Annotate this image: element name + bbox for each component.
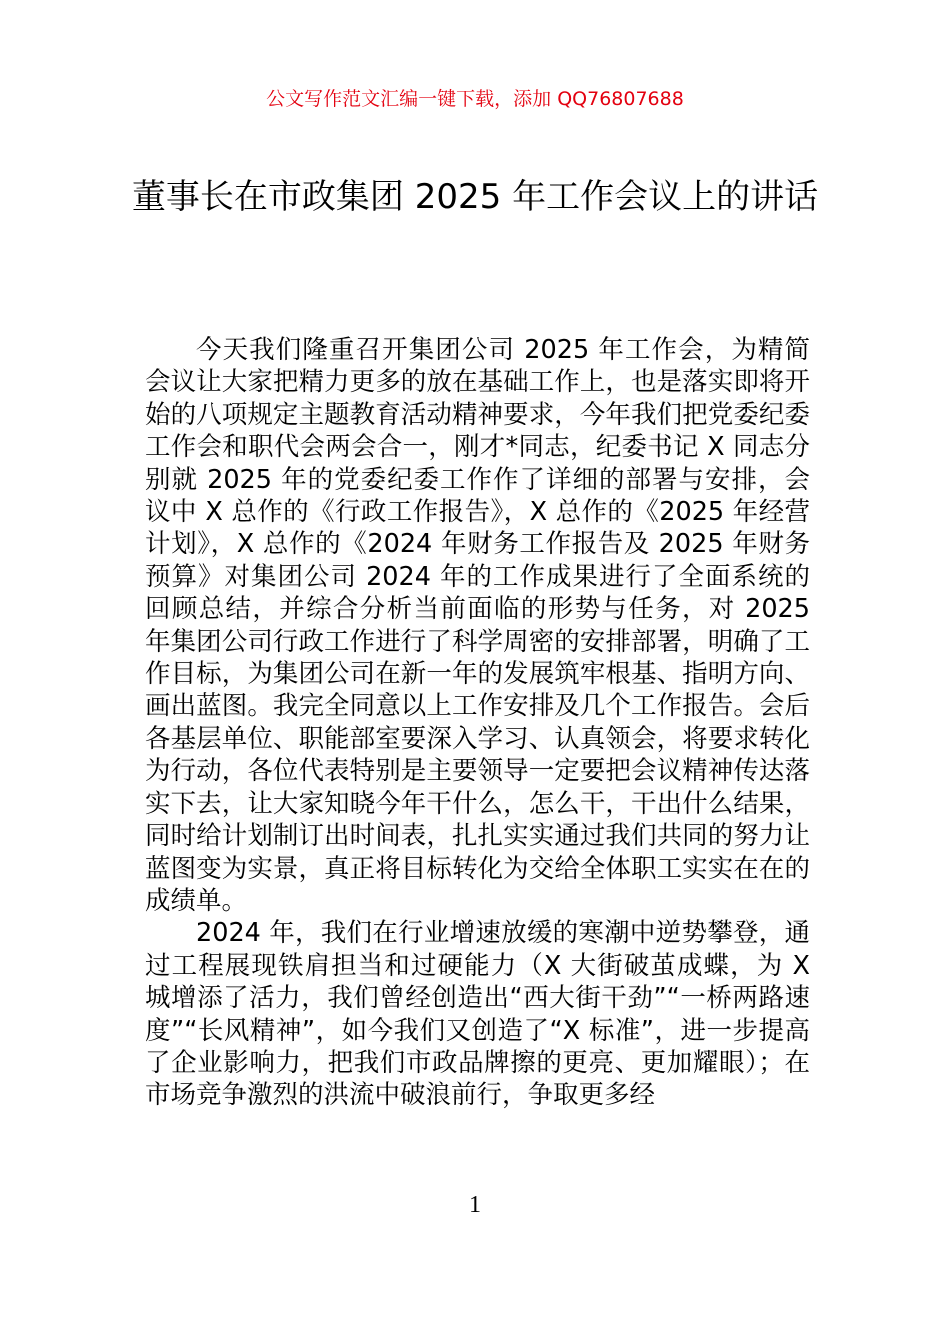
paragraph: 今天我们隆重召开集团公司 2025 年工作会，为精简会议让大家把精力更多的放在基础工作上，也是落实即将开始的八项规定主题教育活动精神要求，今年我们把党委纪委工作会和职代会两会合一，刚才*同志，纪委书记 X 同志分别就 2025 年的党委纪委工作作了详细的部署与安排，会议中 X 总作的《行政工作报告》，X 总作的《2025 年经营计划》，X 总作的《2024 年财务工作报告及 2025 年财务预算》对集团公司 2024 年的工作成果进行了全面系统的回顾总结，并综合分析当前面临的形势与任务，对 2025 年集团公司行政工作进行了科学周密的安排部署，明确了工作目标，为集团公司在新一年的发展筑牢根基、指明方向、画出蓝图。我完全同意以上工作安排及几个工作报告。会后各基层单位、职能部室要深入学习、认真领会，将要求转化为行动，各位代表特别是主要领导一定要把会议精神传达落实下去，让大家知晓今年干什么，怎么干，干出什么结果，同时给计划制订出时间表，扎扎实实通过我们共同的努力让蓝图变为实景，真正将目标转化为交给全体职工实实在在的成绩单。 bbox=[145, 335, 810, 916]
document-body bbox=[145, 334, 810, 1112]
header-note: 公文写作范文汇编一键下载，添加 QQ76807688 bbox=[266, 88, 684, 110]
page-number: 1 bbox=[469, 1192, 481, 1218]
paragraph: 2024 年，我们在行业增速放缓的寒潮中逆势攀登，通过工程展现铁肩担当和过硬能力（X 大街破茧成蝶，为 X 城增添了活力，我们曾经创造出“西大街干劲”“一桥两路速度”“长风精神”，如今我们又创造了“X 标准”，进一步提高了企业影响力，把我们市政品牌擦的更亮、更加耀眼）；在市场竞争激烈的洪流中破浪前行，争取更多经 bbox=[145, 918, 810, 1111]
document-title: 董事长在市政集团 2025 年工作会议上的讲话 bbox=[131, 177, 819, 217]
